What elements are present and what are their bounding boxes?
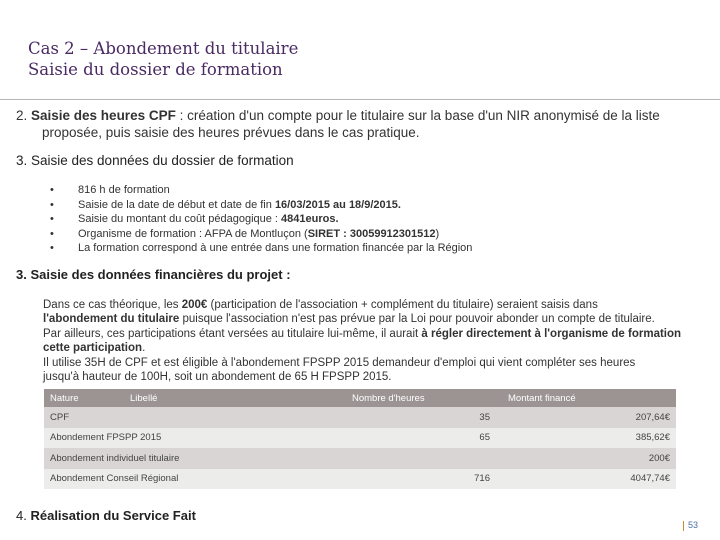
title-line-2: Saisie du dossier de formation bbox=[28, 60, 283, 79]
slide-title bbox=[28, 38, 298, 80]
table-row: Abondement FPSPP 2015 65 385,62€ bbox=[44, 428, 676, 449]
title-line-1: Cas 2 – Abondement du titulaire bbox=[28, 39, 299, 58]
title-divider bbox=[0, 99, 720, 100]
training-details-list bbox=[50, 183, 472, 256]
header-nature: Nature bbox=[44, 389, 124, 407]
section-5 bbox=[16, 508, 196, 523]
table-row: Abondement individuel titulaire 200€ bbox=[44, 448, 676, 469]
page-number: 53 bbox=[683, 520, 698, 531]
header-libelle: Libellé bbox=[124, 389, 346, 407]
financing-table bbox=[44, 389, 676, 489]
section-3-heading: Saisie des données du dossier de formation bbox=[31, 153, 294, 168]
table-header-row bbox=[44, 389, 676, 407]
section-5-heading: Réalisation du Service Fait bbox=[30, 508, 196, 523]
list-item: • Organisme de formation : AFPA de Montluçon (SIRET : 30059912301512) bbox=[50, 227, 472, 242]
section-3-number: 3. bbox=[16, 153, 32, 168]
section-3 bbox=[16, 153, 294, 168]
list-item: • Saisie du montant du coût pédagogique : 4841euros. bbox=[50, 212, 472, 227]
section-2-text-2: proposée, puis saisie des heures prévues dans le cas pratique. bbox=[42, 125, 420, 140]
list-item: • La formation correspond à une entrée dans une formation financée par la Région bbox=[50, 241, 472, 256]
table-row: Abondement Conseil Régional 716 4047,74€ bbox=[44, 469, 676, 490]
list-item: • Saisie de la date de début et date de fin 16/03/2015 au 18/9/2015. bbox=[50, 198, 472, 213]
section-2-number: 2. bbox=[16, 108, 32, 123]
section-2-text-1: : création d'un compte pour le titulaire sur la base d'un NIR anonymisé de la liste bbox=[175, 108, 660, 123]
header-montant: Montant financé bbox=[496, 389, 676, 407]
section-2-heading: Saisie des heures CPF bbox=[31, 108, 176, 123]
financial-explanation: Dans ce cas théorique, les 200€ (participation de l'association + complément du titulaire) seraient saisis dans l'abondement du titulaire puisque l'association n'est pas prévue par la Loi pour pouvoir abonder un compte de titulaire. Par ailleurs, ces participations étant versées au titulaire lui-même, il aurait à régler directement à l'organisme de formation cette participation. Il utilise 35H de CPF et est éligible à l'abondement FPSPP 2015 demandeur d'emploi qui vient compléter ses heures jusqu'à hauteur de 100H, soit un abondement de 65 H FPSPP 2015. bbox=[43, 299, 682, 384]
table-row: CPF 35 207,64€ bbox=[44, 407, 676, 428]
header-heures: Nombre d'heures bbox=[346, 389, 496, 407]
page-number-divider bbox=[683, 521, 684, 531]
list-item: • 816 h de formation bbox=[50, 183, 472, 198]
section-5-number: 4. bbox=[16, 508, 31, 523]
section-2 bbox=[16, 107, 706, 141]
section-4-heading: 3. Saisie des données financières du projet : bbox=[16, 267, 291, 282]
